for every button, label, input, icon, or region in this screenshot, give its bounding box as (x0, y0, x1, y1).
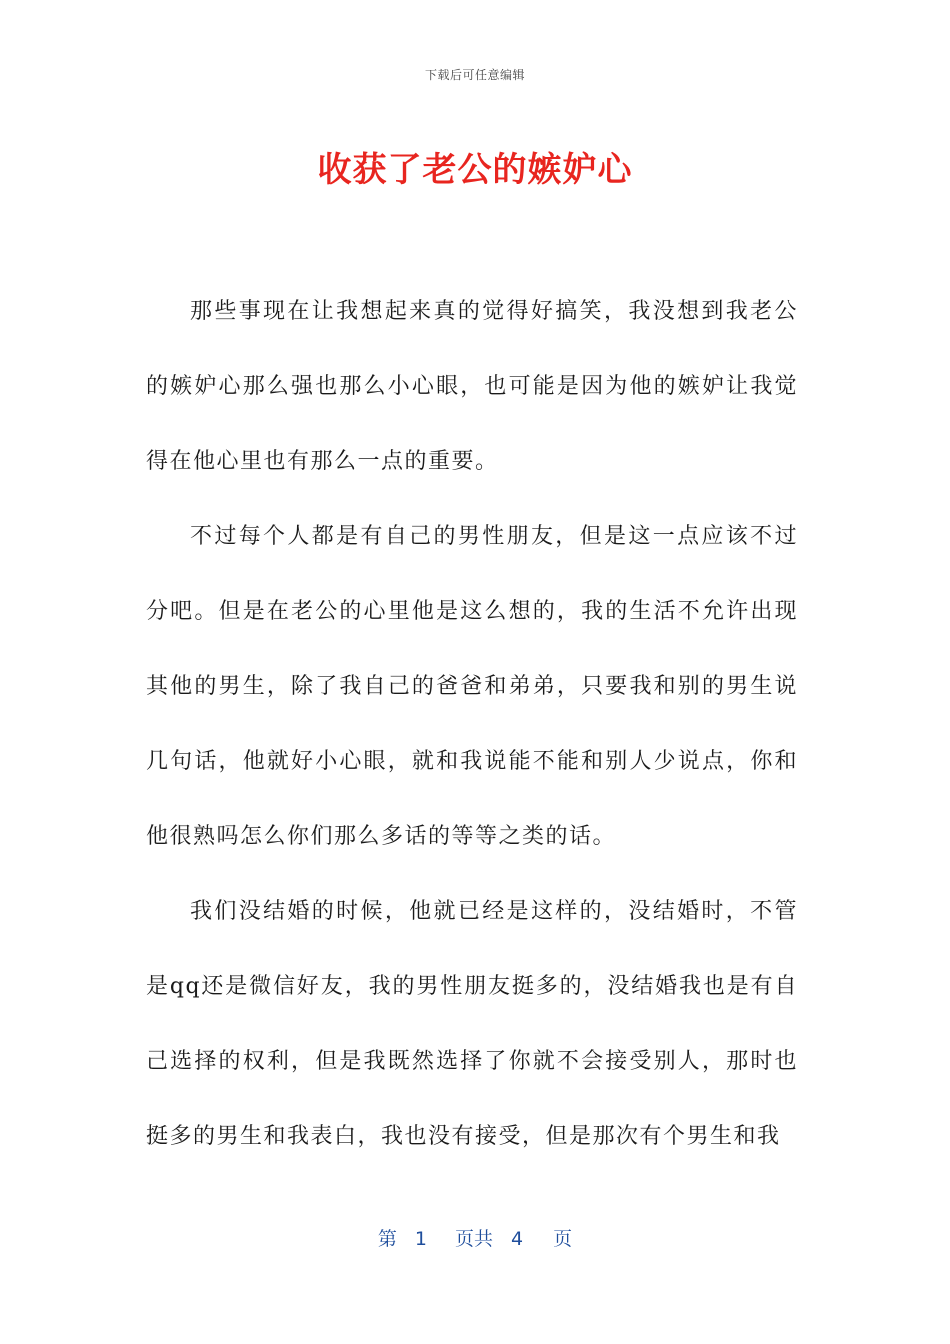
document-body (146, 274, 798, 1174)
page-suffix: 页 (553, 1228, 573, 1250)
paragraph-3: 我们没结婚的时候，他就已经是这样的，没结婚时，不管是qq还是微信好友，我的男性朋友挺多的，没结婚我也是有自己选择的权利，但是我既然选择了你就不会接受别人，那时也挺多的男生和我表白，我也没有接受，但是那次有个男生和我 (146, 899, 798, 1149)
page-total: 4 (511, 1228, 524, 1250)
document-title: 收获了老公的嫉妒心 (317, 150, 633, 190)
page-number-footer (0, 1224, 950, 1251)
page-prefix: 第 (377, 1228, 397, 1250)
paragraph-2: 不过每个人都是有自己的男性朋友，但是这一点应该不过分吧。但是在老公的心里他是这么想的，我的生活不允许出现其他的男生，除了我自己的爸爸和弟弟，只要我和别的男生说几句话，他就好小心眼，就和我说能不能和别人少说点，你和他很熟吗怎么你们那么多话的等等之类的话。 (146, 524, 798, 849)
paragraph-1: 那些事现在让我想起来真的觉得好搞笑，我没想到我老公的嫉妒心那么强也那么小心眼，也可能是因为他的嫉妒让我觉得在他心里也有那么一点的重要。 (146, 299, 798, 474)
page-current: 1 (414, 1228, 427, 1250)
page-mid: 页共 (454, 1228, 493, 1250)
header-note: 下载后可任意编辑 (424, 68, 525, 82)
